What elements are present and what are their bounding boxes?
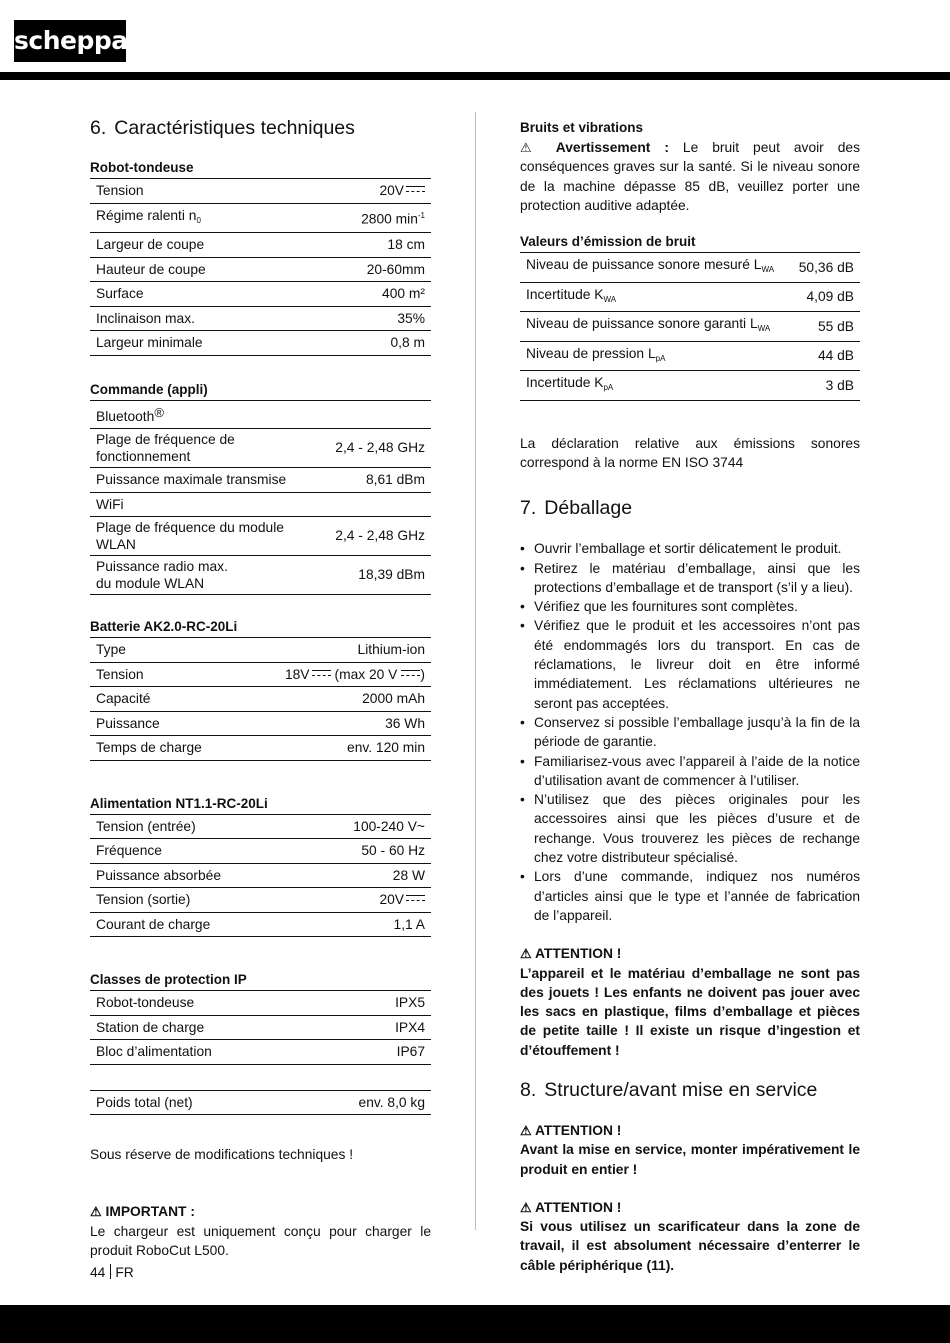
alimentation-heading: Alimentation NT1.1-RC-20Li (90, 795, 268, 811)
warning-triangle-icon: ⚠ (520, 946, 532, 962)
table-row: Tension (entrée) 100-240 V~ (90, 814, 431, 839)
table-row: Courant de charge 1,1 A (90, 912, 431, 937)
table-row: Hauteur de coupe 20-60mm (90, 257, 431, 282)
page-footer (90, 1264, 134, 1282)
list-item: • Ouvrir l’emballage et sortir délicatement le produit. (520, 539, 860, 558)
table-row: Puissance absorbée 28 W (90, 863, 431, 888)
list-item: • Vérifiez que le produit et les accessoires n’ont pas été endommagés lors du transport. En cas de réclamations, le livreur doit en être informé immédiatement. Les réclamations ultérieures ne seront pas acceptées. (520, 616, 860, 712)
table-row: Tension 20V (90, 179, 431, 204)
ip-heading: Classes de protection IP (90, 972, 247, 987)
list-item: • Retirez le matériau d’emballage, ainsi que les protections d’emballage et de transport (s’il y a lieu). (520, 559, 860, 598)
attention-title: ⚠ ATTENTION ! (520, 946, 622, 962)
table-row: Puissance maximale transmise 8,61 dBm (90, 468, 431, 493)
noise-declaration: La déclaration relative aux émissions sonores correspond à la norme EN ISO 3744 (520, 435, 860, 470)
table-row: Largeur de coupe 18 cm (90, 233, 431, 258)
table-row: Niveau de puissance sonore garanti $L_{WA}$ 55 dB (520, 312, 860, 342)
robot-heading: Robot-tondeuse (90, 160, 194, 175)
table-row: Incertitude $K_{WA}$ 4,09 dB (520, 282, 860, 312)
commande-spec-table (90, 400, 431, 596)
batterie-heading: Batterie AK2.0-RC-20Li (90, 619, 238, 634)
table-row: Niveau de puissance sonore mesuré $L_{WA}$ 50,36 dB (520, 253, 860, 283)
table-row: Incertitude $K_{pA}$ 3 dB (520, 371, 860, 401)
table-row: Plage de fréquence du module WLAN 2,4 - 2,48 GHz (90, 517, 431, 556)
warning-triangle-icon: ⚠ (520, 1199, 532, 1215)
table-row: Fréquence 50 - 60 Hz (90, 839, 431, 864)
table-row: Poids total (net) env. 8,0 kg (90, 1090, 431, 1115)
section-6-title: 6. Caractéristiques techniques (90, 117, 355, 139)
warning-triangle-icon: ⚠ (520, 140, 542, 155)
table-row: Bluetooth® (90, 400, 431, 429)
bruits-heading: Bruits et vibrations (520, 120, 644, 135)
attention-title: ⚠ ATTENTION ! (520, 1123, 622, 1138)
table-row: Largeur minimale 0,8 m (90, 331, 431, 356)
dc-symbol-icon (401, 670, 420, 677)
section-8-title: 8. Structure/avant mise en service (520, 1079, 818, 1101)
list-item: • Conservez si possible l’emballage jusqu’à la fin de la période de garantie. (520, 713, 860, 752)
right-column (520, 112, 860, 1275)
alimentation-spec-table (90, 814, 431, 938)
section-7-title: 7. Déballage (520, 497, 633, 520)
table-row: Station de charge IPX4 (90, 1015, 431, 1040)
table-row: Bloc d’alimentation IP67 (90, 1040, 431, 1065)
table-row: Puissance radio max. du module WLAN 18,39 dBm (90, 556, 431, 595)
table-row: WiFi (90, 492, 431, 517)
list-item: • Familiarisez-vous avec l’appareil à l’aide de la notice d’utilisation avant de commencer à l’utiliser. (520, 752, 860, 791)
table-row: Niveau de pression $L_{pA}$ 44 dB (520, 341, 860, 371)
list-item: • Lors d’une commande, indiquez nos numéros d’articles ainsi que le type et l’année de fabrication de l’appareil. (520, 867, 860, 925)
important-text: Le chargeur est uniquement conçu pour charger le produit RoboCut L500. (90, 1223, 431, 1258)
left-column (90, 112, 431, 1260)
robot-spec-table (90, 178, 431, 356)
table-row: Inclinaison max. 35% (90, 306, 431, 331)
technical-reserve-note: Sous réserve de modifications techniques ! (90, 1147, 354, 1162)
warning-triangle-icon: ⚠ (520, 1123, 532, 1138)
table-row: Puissance 36 Wh (90, 711, 431, 736)
batterie-spec-table (90, 637, 431, 761)
warning-triangle-icon: ⚠ (90, 1204, 102, 1220)
table-row: Capacité 2000 mAh (90, 687, 431, 712)
table-row: Surface 400 m² (90, 282, 431, 307)
table-row: Type Lithium-ion (90, 638, 431, 663)
attention-text: Si vous utilisez un scarificateur dans la zone de travail, il est absolument nécessaire d’enterrer le câble périphérique (11). (520, 1219, 860, 1273)
commande-heading: Commande (appli) (90, 381, 208, 397)
noise-warning: ⚠ Avertissement : Le bruit peut avoir des conséquences graves sur la santé. Si le niveau sonore de la machine dépasse 85 dB, veuillez porter une protection auditive adaptée. (520, 140, 860, 213)
emission-heading: Valeurs d’émission de bruit (520, 234, 696, 250)
language-code: FR (115, 1265, 134, 1280)
weight-table (90, 1090, 431, 1116)
emission-table (520, 252, 860, 401)
table-row: Plage de fréquence de fonctionnement 2,4 - 2,48 GHz (90, 429, 431, 468)
attention-title: ⚠ ATTENTION ! (520, 1199, 622, 1215)
attention-text: L’appareil et le matériau d’emballage ne sont pas des jouets ! Les enfants ne doivent pas jouer avec les sacs en plastique, films d’emballage et pièces de petite taille ! Il existe un risque d’ingestion et d’étouffement ! (520, 965, 860, 1058)
unpacking-list (520, 539, 860, 925)
header-bar (0, 72, 950, 80)
important-title: ⚠ IMPORTANT : (90, 1204, 195, 1220)
page-number: 44 (90, 1265, 106, 1280)
table-row: Robot-tondeuse IPX5 (90, 991, 431, 1016)
brand-logo: scheppach (14, 20, 126, 62)
list-item: • N’utilisez que des pièces originales pour les accessoires ainsi que les pièces d’usure et de rechange. Vous trouverez les pièces de rechange chez votre distributeur spécialisé. (520, 790, 860, 867)
dc-symbol-icon (312, 670, 331, 677)
table-row: Temps de charge env. 120 min (90, 736, 431, 761)
dc-symbol-icon (406, 895, 425, 902)
ip-spec-table (90, 990, 431, 1065)
attention-text: Avant la mise en service, monter impérativement le produit en entier ! (520, 1142, 860, 1177)
dc-symbol-icon (406, 186, 425, 193)
list-item: • Vérifiez que les fournitures sont complètes. (520, 597, 860, 616)
column-divider (475, 112, 476, 1230)
footer-bar (0, 1305, 950, 1343)
table-row: Tension 18V (max 20 V ) (90, 662, 431, 687)
table-row: Tension (sortie) 20V (90, 888, 431, 913)
table-row: Régime ralenti $n_0$ 2800 $\min^{-1}$ (90, 203, 431, 233)
